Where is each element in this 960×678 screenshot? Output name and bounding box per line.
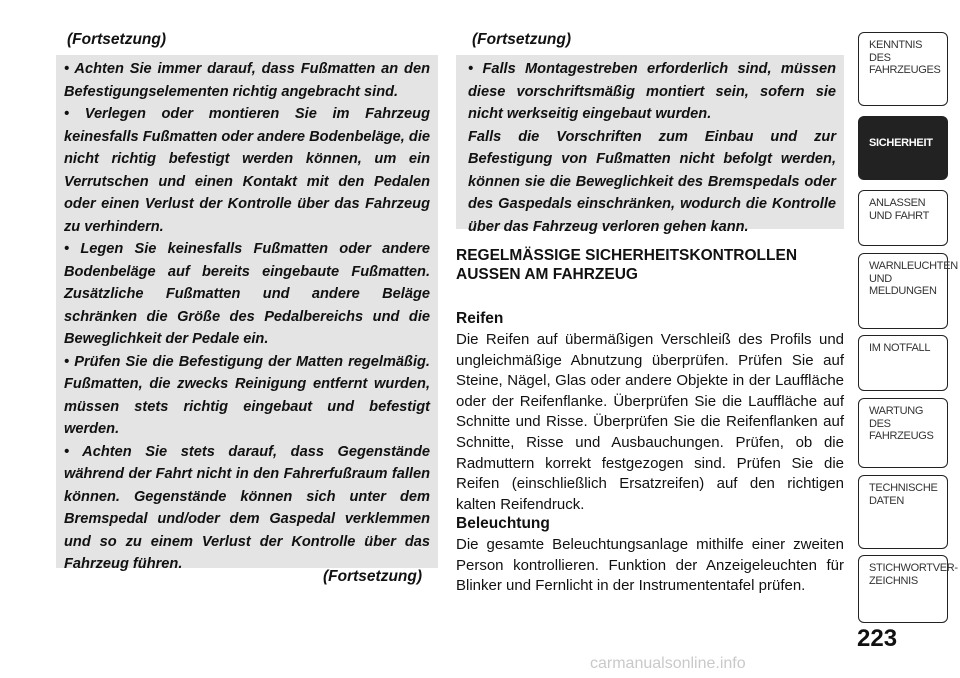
warning-left-paragraph: • Verlegen oder montieren Sie im Fahrzeug keinesfalls Fußmatten oder andere Bodenbeläge, die nicht richtig befestigt werden können, um ein Verrutschen und einen Kontakt mit den Pedalen oder einen Verlust der Kontrolle über das Fahrzeug zu verhindern.: [64, 103, 430, 238]
chapter-tab-label: WARTUNG DES FAHRZEUGS: [869, 405, 934, 442]
chapter-tab-label: STICHWORTVER- ZEICHNIS: [869, 562, 958, 587]
chapter-tab-label: IM NOTFALL: [869, 342, 931, 354]
subheading-reifen: Reifen: [456, 310, 504, 327]
warning-right-paragraph: Falls die Vorschriften zum Einbau und zur Befestigung von Fußmatten nicht befolgt werden, können sie die Beweglichkeit des Bremspedals oder des Gaspedals einschränken, wodurch die Kontrolle über das Fahrzeug verloren gehen kann.: [468, 128, 836, 235]
continued-label-top-left: (Fortsetzung): [67, 31, 167, 48]
continued-label-top-right: (Fortsetzung): [472, 31, 572, 48]
chapter-tab[interactable]: [858, 555, 958, 623]
chapter-tab-label: TECHNISCHE DATEN: [869, 482, 938, 507]
watermark: carmanualsonline.info: [590, 655, 746, 672]
section-heading: REGELMÄSSIGE SICHERHEITSKONTROLLEN AUSSEN AM FAHRZEUG: [456, 247, 798, 283]
warning-box-left: [56, 55, 438, 572]
page-number: 223: [857, 625, 898, 652]
chapter-tab-label: SICHERHEIT: [869, 137, 933, 149]
subheading-beleuchtung: Beleuchtung: [456, 515, 550, 532]
warning-left-paragraph: • Legen Sie keinesfalls Fußmatten oder andere Bodenbeläge auf bereits eingebaute Fußmatten. Zusätzliche Fußmatten und andere Beläge schränken die Größe des Pedalbereichs und die Beweglichkeit der Pedale ein.: [64, 238, 430, 351]
chapter-tab[interactable]: [858, 116, 948, 180]
warning-box-right: [456, 55, 844, 235]
body-text-beleuchtung: Die gesamte Beleuchtungsanlage mithilfe einer zweiten Person kontrollieren. Funktion der Anzeigeleuchten für Blinker und Fernlicht in der Instrumententafel prüfen.: [456, 536, 844, 595]
chapter-tab[interactable]: [858, 475, 948, 549]
chapter-tab[interactable]: [858, 335, 948, 391]
chapter-tab-label: KENNTNIS DES FAHRZEUGES: [869, 39, 941, 76]
chapter-tab[interactable]: [858, 190, 948, 246]
warning-right-paragraph: • Falls Montagestreben erforderlich sind, müssen diese vorschriftsmäßig montiert sein, sofern sie nicht werkseitig eingebaut wurden.: [468, 58, 836, 126]
warning-left-paragraph: • Prüfen Sie die Befestigung der Matten regelmäßig. Fußmatten, die zwecks Reinigung entfernt wurden, müssen stets richtig eingebaut und befestigt werden.: [64, 351, 430, 441]
warning-left-paragraph: • Achten Sie immer darauf, dass Fußmatten an den Befestigungselementen richtig angebracht sind.: [64, 58, 430, 103]
body-text-reifen: Die Reifen auf übermäßigen Verschleiß des Profils und ungleichmäßige Abnutzung überprüfen. Prüfen Sie auf Steine, Nägel, Glas oder andere Objekte in der Lauffläche oder der Reifenflanke. Überprüfen Sie die Lauffläche auf Schnitte und Risse. Überprüfen Sie die Reifenflanken auf Schnitte, Risse und Ausbauchungen. Prüfen, ob die Radmuttern korrekt festgezogen sind. Prüfen Sie die Reifen (einschließlich Ersatzreifen) auf den richtigen kalten Reifendruck.: [456, 331, 844, 513]
chapter-tab[interactable]: [858, 398, 948, 468]
chapter-tab-label: ANLASSEN UND FAHRT: [869, 197, 930, 222]
chapter-tab-label: WARNLEUCHTEN UND MELDUNGEN: [869, 260, 958, 297]
warning-left-paragraph: • Achten Sie stets darauf, dass Gegenstände während der Fahrt nicht in den Fahrerfußraum fallen können. Gegenstände können sich unter dem Bremspedal und/oder dem Gaspedal verklemmen und so zu einem Verlust der Kontrolle über das Fahrzeug führen.: [64, 441, 430, 576]
chapter-tab[interactable]: [858, 253, 958, 329]
chapter-tab[interactable]: [858, 32, 948, 106]
continued-label-bottom: (Fortsetzung): [323, 568, 423, 585]
